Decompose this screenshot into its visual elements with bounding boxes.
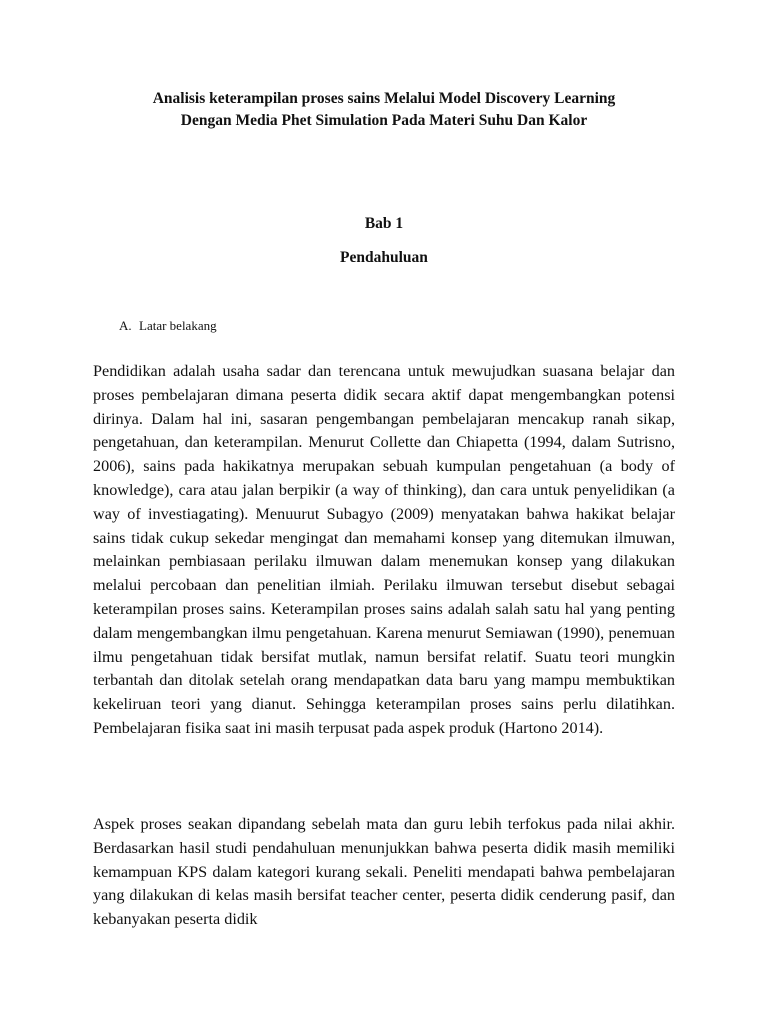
section-heading bbox=[119, 317, 217, 335]
document-title-line-1: Analisis keterampilan proses sains Melalui Model Discovery Learning bbox=[152, 90, 616, 107]
chapter-number: Bab 1 bbox=[364, 215, 404, 232]
document-title-line-2: Dengan Media Phet Simulation Pada Materi Suhu Dan Kalor bbox=[180, 112, 588, 129]
chapter-title: Pendahuluan bbox=[340, 249, 428, 266]
body-paragraph-2: Aspek proses seakan dipandang sebelah mata dan guru lebih terfokus pada nilai akhir. Berdasarkan hasil studi pendahuluan menunjukkan bahwa peserta didik masih memiliki kemampuan KPS dalam kategori kurang sekali. Peneliti mendapati bahwa pembelajaran yang dilakukan di kelas masih bersifat teacher center, peserta didik cenderung pasif, dan kebanyakan peserta didik bbox=[93, 815, 675, 929]
section-label: Latar belakang bbox=[139, 318, 217, 333]
section-marker: A. bbox=[119, 318, 132, 333]
body-paragraph-1: Pendidikan adalah usaha sadar dan terencana untuk mewujudkan suasana belajar dan proses pembelajaran dimana peserta didik secara aktif dapat mengembangkan potensi dirinya. Dalam hal ini, sasaran pengembangan pembelajaran mencakup ranah sikap, pengetahuan, dan keterampilan. Menurut Collette dan Chiapetta (1994, dalam Sutrisno, 2006), sains pada hakikatnya merupakan sebuah kumpulan pengetahuan (a body of knowledge), cara atau jalan berpikir (a way of thinking), dan cara untuk penyelidikan (a way of investiagating). Menuurut Subagyo (2009) menyatakan bahwa hakikat belajar sains tidak cukup sekedar mengingat dan memahami konsep yang ditemukan ilmuwan, melainkan pembiasaan perilaku ilmuwan dalam menemukan konsep yang dilakukan melalui percobaan dan penelitian ilmiah. Perilaku ilmuwan tersebut disebut sebagai keterampilan proses sains. Keterampilan proses sains adalah salah satu hal yang penting dalam mengembangkan ilmu pengetahuan. Karena menurut Semiawan (1990), penemuan ilmu pengetahuan tidak bersifat mutlak, namun bersifat relatif. Suatu teori mungkin terbantah dan ditolak setelah orang mendapatkan data baru yang mampu membuktikan kekeliruan teori yang dianut. Sehingga keterampilan proses sains perlu dilatihkan. Pembelajaran fisika saat ini masih terpusat pada aspek produk (Hartono 2014). bbox=[93, 362, 675, 737]
